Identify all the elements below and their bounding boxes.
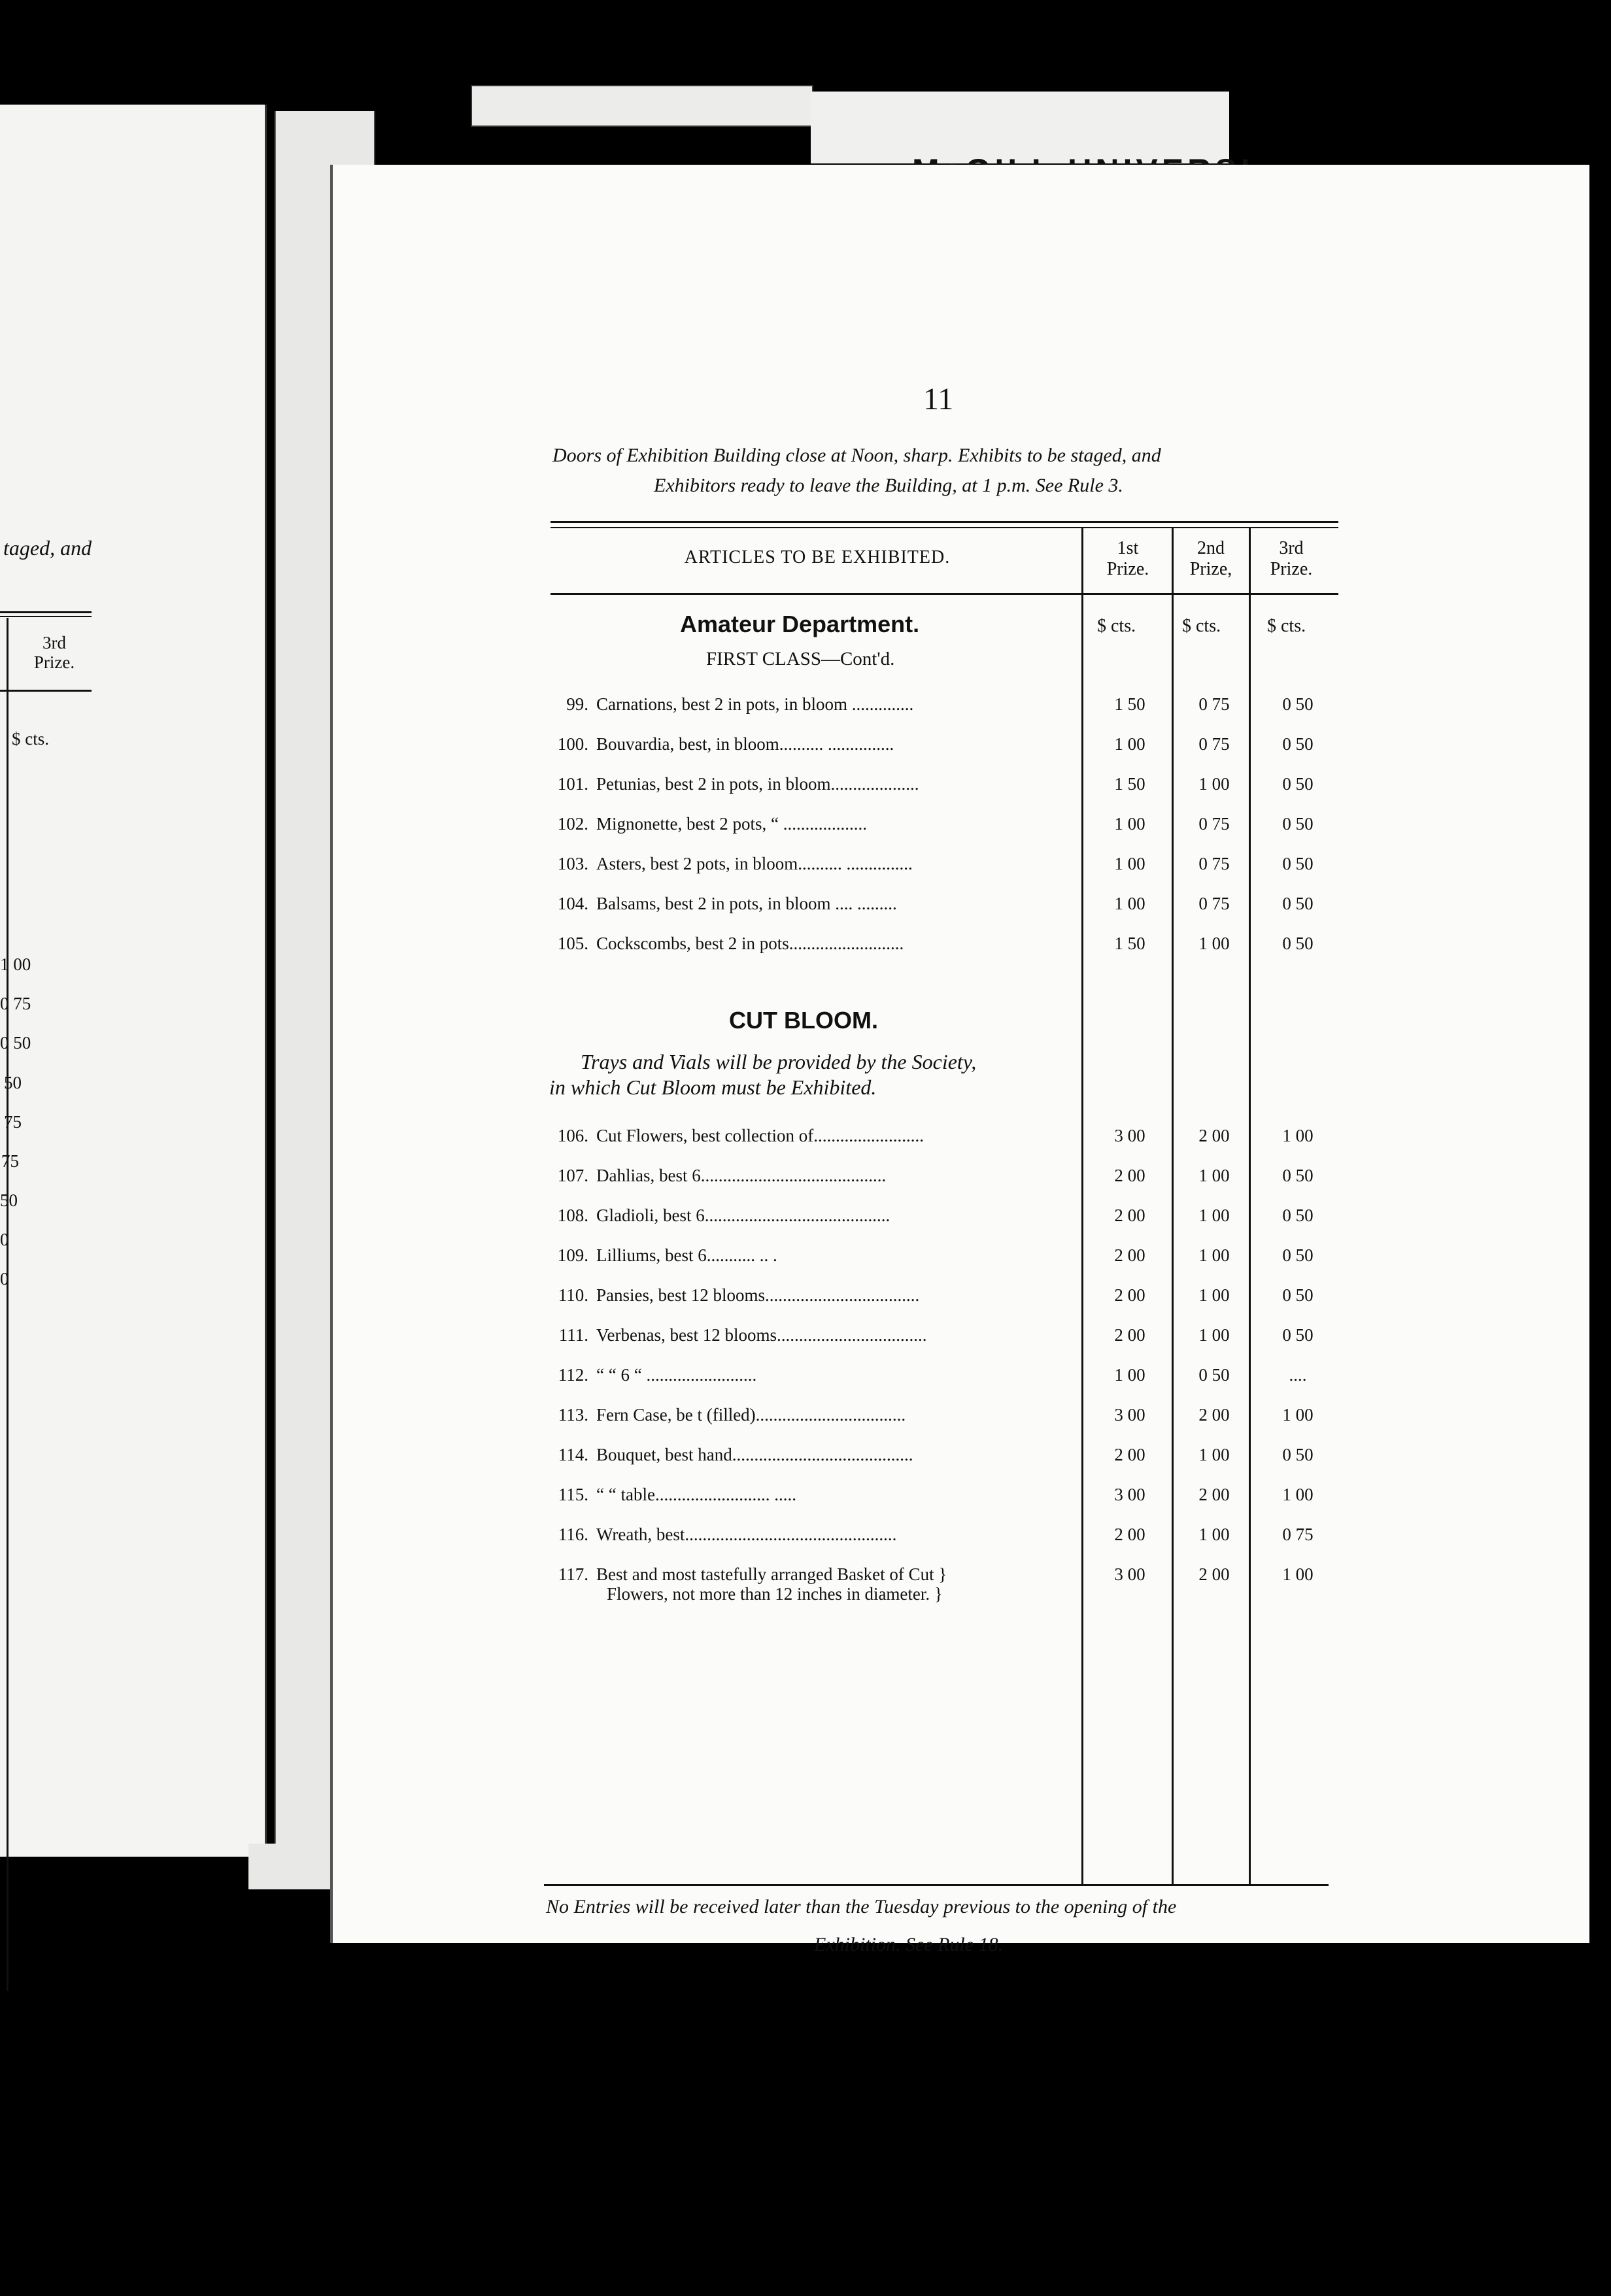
- prize-1st: 3 00: [1114, 1126, 1145, 1145]
- prize-3rd: 0 50: [1282, 1285, 1314, 1305]
- left-value: 50: [0, 1190, 18, 1210]
- prize-2nd: 0 75: [1198, 694, 1230, 714]
- left-rule-top: [0, 611, 92, 613]
- left-value: 1 00: [0, 954, 31, 974]
- left-col-header: 3rd Prize.: [33, 633, 75, 672]
- cut-bloom-note-line1: Trays and Vials will be provided by the Society,: [581, 1050, 977, 1073]
- row-description: Dahlias, best 6..........................................: [596, 1166, 887, 1185]
- currency-label-2nd: $ cts.: [1182, 616, 1221, 636]
- prize-1st: 1 50: [1114, 694, 1145, 714]
- prize-2nd: 1 00: [1198, 934, 1230, 953]
- row-number: 113.: [558, 1405, 588, 1425]
- prize-1st: 2 00: [1114, 1206, 1145, 1225]
- prize-3rd: 0 50: [1282, 774, 1314, 794]
- prize-3rd: 1 00: [1282, 1485, 1314, 1504]
- left-rule-header: [0, 690, 92, 692]
- col-header-3rd-line2: Prize.: [1270, 559, 1313, 579]
- prize-3rd: 0 50: [1282, 694, 1314, 714]
- prize-2nd: 2 00: [1198, 1405, 1230, 1425]
- prize-2nd: 0 75: [1198, 734, 1230, 754]
- left-currency: $ cts.: [12, 729, 49, 749]
- footer-note-line2: Exhibition. See Rule 18.: [814, 1934, 1004, 1955]
- col-header-3rd-line1: 3rd: [1279, 538, 1304, 558]
- left-rule-top-2: [0, 616, 92, 617]
- prize-3rd: 0 50: [1282, 934, 1314, 953]
- prize-2nd: 2 00: [1198, 1126, 1230, 1145]
- prize-1st: 2 00: [1114, 1245, 1145, 1265]
- prize-1st: 1 00: [1114, 1365, 1145, 1385]
- row-description: Asters, best 2 pots, in bloom.......... ...............: [596, 854, 913, 873]
- row-number: 114.: [558, 1445, 588, 1464]
- table-rule-top-2: [551, 527, 1338, 528]
- currency-label-3rd: $ cts.: [1267, 616, 1306, 636]
- prize-1st: 2 00: [1114, 1525, 1145, 1544]
- row-number: 117.: [558, 1564, 588, 1584]
- row-number: 104.: [557, 894, 588, 913]
- left-value: 0 50: [0, 1033, 31, 1053]
- table-rule-top: [551, 521, 1338, 523]
- row-description: Cockscombs, best 2 in pots..........................: [596, 934, 904, 953]
- row-number: 106.: [557, 1126, 588, 1145]
- prize-1st: 1 00: [1114, 894, 1145, 913]
- prize-1st: 1 50: [1114, 934, 1145, 953]
- prize-3rd: 0 50: [1282, 814, 1314, 834]
- prize-3rd: 1 00: [1282, 1564, 1314, 1584]
- prize-2nd: 0 75: [1198, 814, 1230, 834]
- prize-3rd: 0 50: [1282, 1325, 1314, 1345]
- row-number: 109.: [557, 1245, 588, 1265]
- prize-3rd: 0 50: [1282, 734, 1314, 754]
- left-value: 0: [0, 1230, 9, 1249]
- section-subtitle: FIRST CLASS—Cont'd.: [706, 649, 895, 669]
- library-stamp-card: [811, 92, 1229, 163]
- prize-2nd: 1 00: [1198, 1285, 1230, 1305]
- col-header-1st-line1: 1st: [1117, 538, 1139, 558]
- table-rule-header: [551, 593, 1338, 595]
- row-number: 107.: [557, 1166, 588, 1185]
- prize-3rd: 0 50: [1282, 1166, 1314, 1185]
- prize-3rd: 0 50: [1282, 1445, 1314, 1464]
- prize-2nd: 1 00: [1198, 1245, 1230, 1265]
- prize-2nd: 1 00: [1198, 774, 1230, 794]
- prize-3rd: 1 00: [1282, 1405, 1314, 1425]
- left-col-line: [7, 618, 8, 1991]
- row-number: 108.: [557, 1206, 588, 1225]
- row-description: Carnations, best 2 in pots, in bloom ..............: [596, 694, 914, 714]
- prize-1st: 1 00: [1114, 814, 1145, 834]
- left-value: 75: [4, 1112, 22, 1132]
- footer-note-line1: No Entries will be received later than the Tuesday previous to the opening of the: [546, 1896, 1177, 1917]
- row-description: Bouquet, best hand.........................................: [596, 1445, 913, 1464]
- row-number: 99.: [566, 694, 588, 714]
- prize-3rd: 0 50: [1282, 854, 1314, 873]
- prize-3rd: 0 50: [1282, 1206, 1314, 1225]
- row-description: Petunias, best 2 in pots, in bloom....................: [596, 774, 919, 794]
- row-description: Verbenas, best 12 blooms..................................: [596, 1325, 927, 1345]
- prize-2nd: 1 00: [1198, 1445, 1230, 1464]
- row-number: 105.: [557, 934, 588, 953]
- row-number: 103.: [557, 854, 588, 873]
- row-description: Gladioli, best 6..........................................: [596, 1206, 890, 1225]
- prize-3rd: 0 50: [1282, 894, 1314, 913]
- col-divider-2: [1172, 528, 1174, 1884]
- prize-1st: 3 00: [1114, 1405, 1145, 1425]
- cut-bloom-note-line2: in which Cut Bloom must be Exhibited.: [549, 1075, 877, 1099]
- prize-1st: 1 00: [1114, 734, 1145, 754]
- prize-3rd: 1 00: [1282, 1126, 1314, 1145]
- prize-2nd: 0 50: [1198, 1365, 1230, 1385]
- page-number: 11: [923, 382, 954, 416]
- row-number: 116.: [558, 1525, 588, 1544]
- left-value: 75: [1, 1151, 19, 1171]
- left-value: 0 75: [0, 994, 31, 1013]
- prize-1st: 3 00: [1114, 1485, 1145, 1504]
- row-number: 112.: [558, 1365, 588, 1385]
- left-value: 50: [4, 1073, 22, 1092]
- prize-1st: 3 00: [1114, 1564, 1145, 1584]
- col-divider-3: [1249, 528, 1251, 1884]
- row-number: 100.: [557, 734, 588, 754]
- cut-bloom-title: CUT BLOOM.: [729, 1007, 878, 1034]
- left-header-fragment: taged, and: [3, 536, 92, 560]
- row-number: 111.: [558, 1325, 588, 1345]
- row-description: Lilliums, best 6........... .. .: [596, 1245, 777, 1265]
- prize-2nd: 1 00: [1198, 1525, 1230, 1544]
- row-description: Balsams, best 2 in pots, in bloom .... .........: [596, 894, 897, 913]
- col-header-2nd-line2: Prize,: [1189, 559, 1232, 579]
- row-number: 110.: [558, 1285, 588, 1305]
- prize-1st: 1 00: [1114, 854, 1145, 873]
- row-description: Mignonette, best 2 pots, “ ...................: [596, 814, 867, 834]
- prize-2nd: 0 75: [1198, 894, 1230, 913]
- table-rule-bottom: [544, 1884, 1329, 1886]
- col-header-1st-line2: Prize.: [1106, 559, 1149, 579]
- row-description: Cut Flowers, best collection of.........................: [596, 1126, 924, 1145]
- prize-2nd: 1 00: [1198, 1325, 1230, 1345]
- prize-2nd: 2 00: [1198, 1485, 1230, 1504]
- prize-1st: 2 00: [1114, 1445, 1145, 1464]
- row-description: “ “ 6 “ .........................: [596, 1365, 757, 1385]
- col-divider-1: [1081, 528, 1083, 1884]
- row-description: Pansies, best 12 blooms...................................: [596, 1285, 920, 1305]
- prize-2nd: 1 00: [1198, 1206, 1230, 1225]
- prize-1st: 1 50: [1114, 774, 1145, 794]
- row-number: 102.: [557, 814, 588, 834]
- prize-1st: 2 00: [1114, 1325, 1145, 1345]
- row-number: 115.: [558, 1485, 588, 1504]
- prize-1st: 2 00: [1114, 1166, 1145, 1185]
- prize-3rd: ....: [1289, 1365, 1307, 1385]
- col-header-2nd-line1: 2nd: [1197, 538, 1225, 558]
- row-description: Wreath, best................................................: [596, 1525, 897, 1544]
- currency-label-1st: $ cts.: [1097, 616, 1136, 636]
- section-title: Amateur Department.: [680, 611, 920, 637]
- left-value: 0: [0, 1269, 9, 1289]
- row-description: Bouvardia, best, in bloom.......... ...............: [596, 734, 894, 754]
- page-edge: [471, 85, 813, 127]
- row-description: Fern Case, be t (filled)..................................: [596, 1405, 906, 1425]
- col-header-1st: [1085, 538, 1170, 580]
- col-header-2nd: [1175, 538, 1247, 580]
- row-description-cont: Flowers, not more than 12 inches in diameter. }: [607, 1584, 943, 1604]
- row-description: “ “ table.......................... .....: [596, 1485, 796, 1504]
- prize-2nd: 1 00: [1198, 1166, 1230, 1185]
- prize-2nd: 0 75: [1198, 854, 1230, 873]
- col-header-articles: ARTICLES TO BE EXHIBITED.: [684, 547, 951, 567]
- prize-3rd: 0 50: [1282, 1245, 1314, 1265]
- row-description: Best and most tastefully arranged Basket of Cut }: [596, 1564, 947, 1584]
- left-page: [0, 105, 267, 1857]
- col-header-3rd: [1252, 538, 1331, 580]
- row-number: 101.: [557, 774, 588, 794]
- prize-1st: 2 00: [1114, 1285, 1145, 1305]
- header-note-line1: Doors of Exhibition Building close at Noon, sharp. Exhibits to be staged, and: [552, 445, 1161, 466]
- prize-2nd: 2 00: [1198, 1564, 1230, 1584]
- header-note-line2: Exhibitors ready to leave the Building, at 1 p.m. See Rule 3.: [654, 475, 1123, 496]
- prize-3rd: 0 75: [1282, 1525, 1314, 1544]
